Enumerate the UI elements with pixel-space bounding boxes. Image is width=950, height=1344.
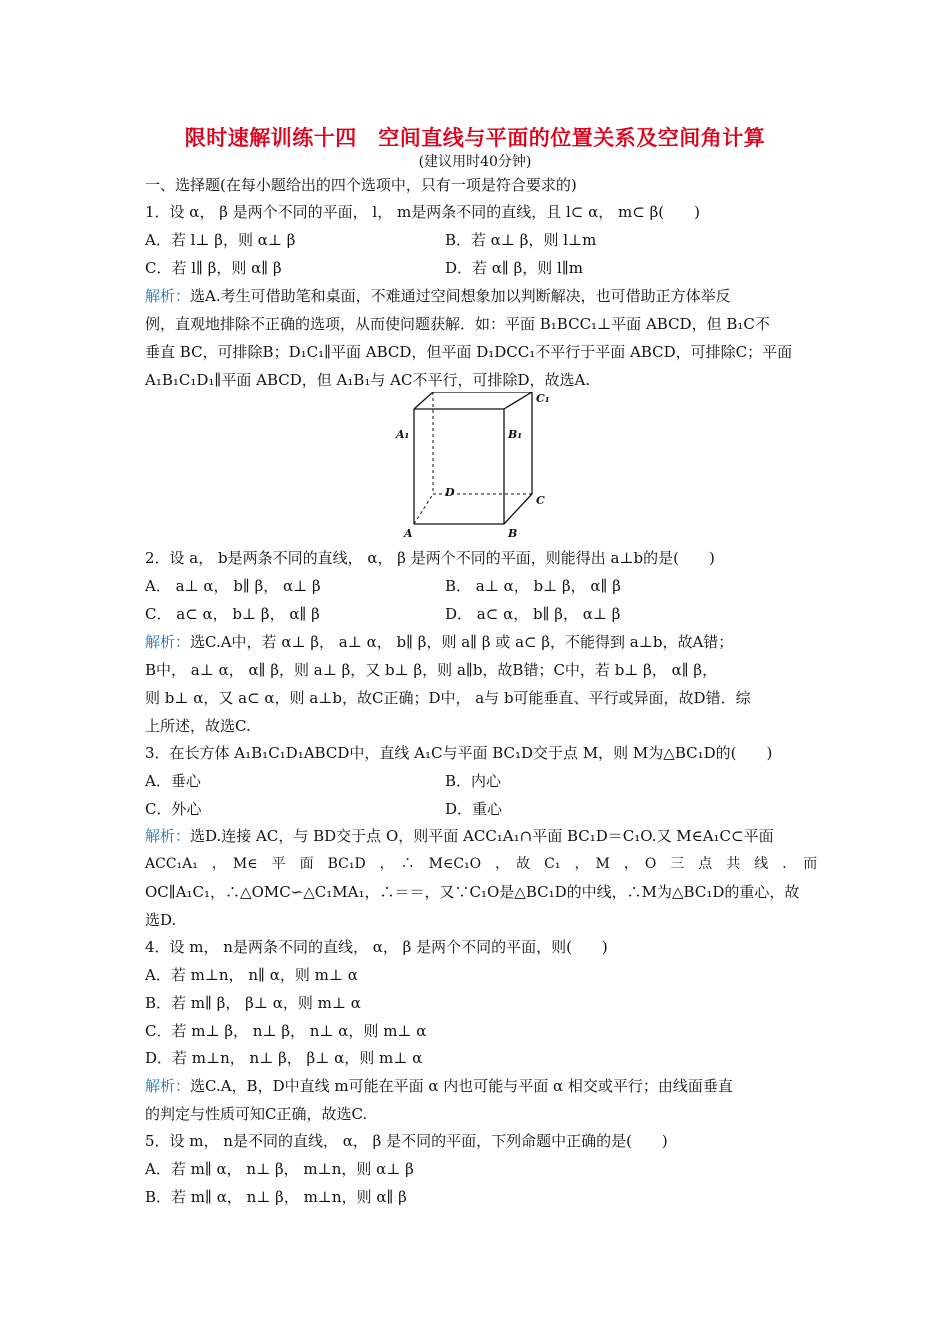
q3-answer-line-1: 解析：选D.连接 AC，与 BD交于点 O，则平面 ACC₁A₁∩平面 BC₁D＝C₁O.又 M∈A₁C⊂平面	[145, 827, 774, 845]
q1-option-c: C．若 l∥ β，则 α∥ β	[145, 259, 282, 277]
label-d: D	[445, 486, 455, 499]
q2-answer-line-1: 解析：选C.A中，若 α⊥ β， a⊥ α， b∥ β，则 a∥ β 或 a⊂ β，不能得到 a⊥b，故A错；	[145, 633, 734, 651]
q5-option-a: A．若 m∥ α， n⊥ β， m⊥n，则 α⊥ β	[145, 1160, 414, 1178]
q3-option-a: A．垂心	[145, 772, 201, 790]
q2-option-c: C． a⊂ α， b⊥ β， α∥ β	[145, 605, 320, 623]
label-b1: B₁	[508, 428, 523, 441]
q1-answer-line-1: 解析：选A.考生可借助笔和桌面，不难通过空间想象加以判断解决，也可借助正方体举反	[145, 287, 731, 305]
q2-option-a: A． a⊥ α， b∥ β， α⊥ β	[145, 577, 321, 595]
q2-option-d: D． a⊂ α， b∥ β， α⊥ β	[445, 605, 621, 623]
q3-answer-line-4: 选D.	[145, 911, 177, 929]
label-c: C	[536, 494, 545, 507]
q1-answer-line-3: 垂直 BC，可排除B；D₁C₁∥平面 ABCD，但平面 D₁DCC₁不平行于平面 ABCD，可排除C；平面	[145, 343, 793, 361]
q1-stem: 1．设 α， β 是两个不同的平面， l， m是两条不同的直线，且 l⊂ α， m⊂ β( )	[145, 203, 700, 221]
q4-answer-line-1: 解析：选C.A，B，D中直线 m可能在平面 α 内也可能与平面 α 相交或平行；由线面垂直	[145, 1077, 733, 1095]
q3-answer-line-2: ACC₁A₁ ， M∈ 平 面 BC₁D ， ∴ M∈C₁O ， 故 C₁ ， M ， O 三 点 共 线 ． 而	[145, 856, 818, 872]
q4-answer-line-2: 的判定与性质可知C正确，故选C.	[145, 1105, 368, 1123]
q3-answer-line-3: OC∥A₁C₁，∴△OMC∽△C₁MA₁，∴＝＝，又∵C₁O是△BC₁D的中线，∴M为△BC₁D的重心，故	[145, 883, 800, 901]
q4-stem: 4．设 m， n是两条不同的直线， α， β 是两个不同的平面，则( )	[145, 938, 608, 956]
q4-option-d: D．若 m⊥n， n⊥ β， β⊥ α，则 m⊥ α	[145, 1049, 423, 1067]
q4-option-a: A．若 m⊥n， n∥ α，则 m⊥ α	[145, 966, 358, 984]
section-heading: 一、选择题(在每小题给出的四个选项中，只有一项是符合要求的)	[145, 176, 577, 194]
q4-answer-label: 解析：	[145, 1077, 191, 1095]
q1-option-a: A．若 l⊥ β，则 α⊥ β	[145, 231, 296, 249]
q2-answer-line-2: B中， a⊥ α， α∥ β，则 a⊥ β，又 b⊥ β，则 a∥b，故B错；C中，若 b⊥ β， α∥ β，	[145, 661, 718, 679]
q1-answer-label: 解析：	[145, 287, 191, 305]
label-a: A	[404, 527, 413, 540]
q2-answer-line-3: 则 b⊥ α，又 a⊂ α，则 a⊥b，故C正确；D中， a与 b可能垂直、平行或异面，故D错．综	[145, 689, 751, 707]
q5-option-b: B．若 m∥ α， n⊥ β， m⊥n，则 α∥ β	[145, 1188, 407, 1206]
q1-option-d: D．若 α∥ β，则 l∥m	[445, 259, 584, 277]
q4-option-b: B．若 m∥ β， β⊥ α，则 m⊥ α	[145, 994, 361, 1012]
q2-answer-line-4: 上所述，故选C.	[145, 717, 251, 735]
q2-option-b: B． a⊥ α， b⊥ β， α∥ β	[445, 577, 621, 595]
label-d1	[413, 392, 428, 393]
q1-answer-line-4: A₁B₁C₁D₁∥平面 ABCD，但 A₁B₁与 AC不平行，可排除D，故选A.	[145, 371, 591, 389]
page-subtitle: (建议用时40分钟)	[418, 154, 532, 170]
label-b: B	[508, 527, 518, 540]
q3-stem: 3．在长方体 A₁B₁C₁D₁ABCD中，直线 A₁C与平面 BC₁D交于点 M，则 M为△BC₁D的( )	[145, 744, 773, 762]
q3-option-b: B．内心	[445, 772, 502, 790]
q3-option-d: D．重心	[445, 800, 503, 818]
q4-option-c: C．若 m⊥ β， n⊥ β， n⊥ α，则 m⊥ α	[145, 1022, 427, 1040]
label-c1: C₁	[536, 392, 550, 405]
page-title: 限时速解训练十四 空间直线与平面的位置关系及空间角计算	[184, 125, 766, 150]
q1-option-b: B．若 α⊥ β，则 l⊥m	[445, 231, 597, 249]
q2-answer-label: 解析：	[145, 633, 191, 651]
q5-stem: 5．设 m， n是不同的直线， α， β 是不同的平面，下列命题中正确的是( )	[145, 1132, 668, 1150]
q3-option-c: C．外心	[145, 800, 202, 818]
q1-answer-line-2: 例，直观地排除不正确的选项，从而使问题获解．如：平面 B₁BCC₁⊥平面 ABCD，但 B₁C不	[145, 315, 770, 333]
q3-answer-label: 解析：	[145, 827, 191, 845]
label-a1: A₁	[396, 428, 410, 441]
q2-stem: 2．设 a， b是两条不同的直线， α， β 是两个不同的平面，则能得出 a⊥b的是( )	[145, 549, 715, 567]
cube-figure	[390, 392, 560, 542]
